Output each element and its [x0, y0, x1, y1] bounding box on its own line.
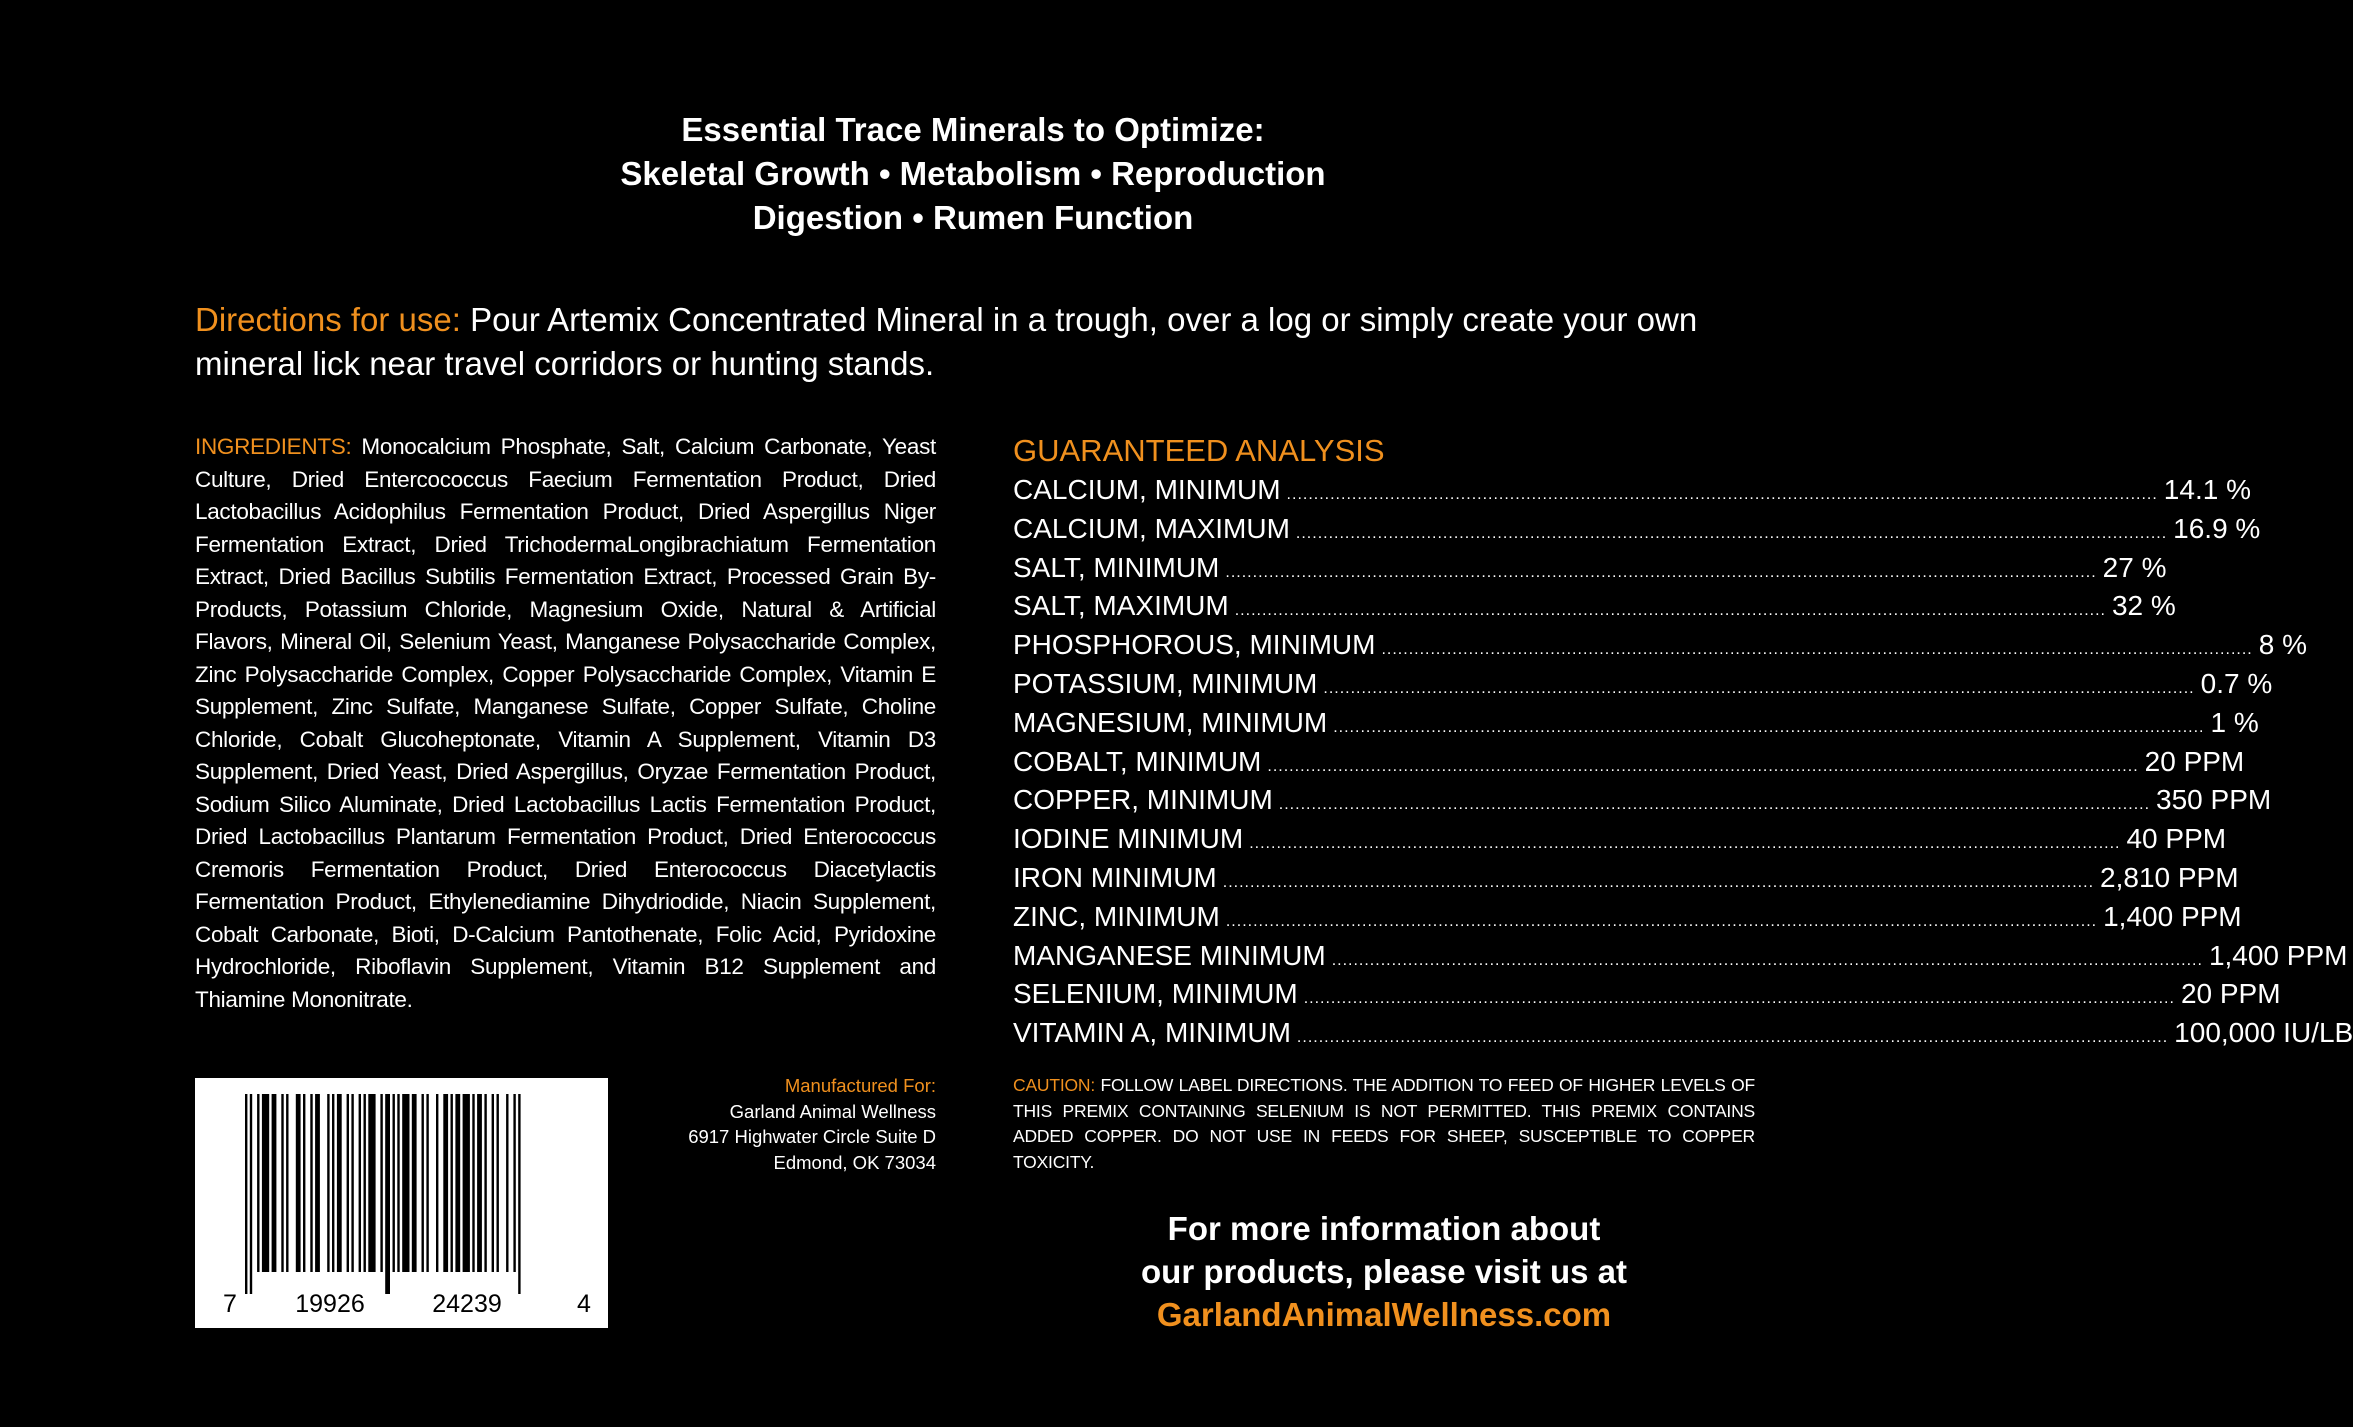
analysis-row	[1013, 549, 2167, 588]
analysis-row-value: 350 PPM	[2156, 784, 2272, 816]
barcode-group-left: 19926	[295, 1290, 365, 1318]
analysis-row-label: CALCIUM, MAXIMUM	[1013, 512, 1290, 544]
leader-dots: ................................................................................................................................................................	[1234, 602, 2106, 620]
more-info-block	[1013, 1207, 1755, 1336]
ingredients-block	[195, 431, 936, 1016]
header-headline	[0, 108, 1946, 240]
barcode-bar	[463, 1094, 470, 1272]
analysis-row-value: 0.7 %	[2200, 667, 2273, 699]
more-info-line-1: For more information about	[1167, 1210, 1601, 1247]
analysis-row	[1013, 626, 2307, 665]
barcode-bar	[385, 1094, 390, 1294]
analysis-row-value: 16.9 %	[2173, 512, 2261, 544]
manufacturer-block	[600, 1073, 936, 1175]
analysis-row	[1013, 743, 2245, 782]
analysis-row-label: ZINC, MINIMUM	[1013, 900, 1220, 932]
barcode-bar	[436, 1094, 438, 1272]
leader-dots: ................................................................................................................................................................	[1296, 1029, 2169, 1047]
analysis-row-value: 1,400 PPM	[2208, 939, 2348, 971]
barcode-bar	[484, 1094, 486, 1272]
barcode-bar	[351, 1094, 353, 1272]
barcode-bar	[426, 1094, 428, 1272]
barcode-bar	[257, 1094, 259, 1272]
analysis-title: GUARANTEED ANALYSIS	[1013, 433, 1385, 468]
analysis-row	[1013, 859, 2239, 898]
analysis-row-value: 20 PPM	[2180, 978, 2281, 1010]
manufacturer-street: 6917 Highwater Circle Suite D	[688, 1126, 936, 1147]
analysis-row-label: MANGANESE MINIMUM	[1013, 939, 1326, 971]
directions-text: Pour Artemix Concentrated Mineral in a trough, over a log or simply create your own mineral lick near travel corridors or hunting stands.	[195, 301, 1698, 382]
barcode-bar	[303, 1094, 305, 1272]
directions-label: Directions for use:	[195, 301, 461, 338]
barcode-bar	[455, 1094, 460, 1272]
barcode-bar	[262, 1094, 269, 1272]
analysis-row	[1013, 975, 2281, 1014]
barcode-bar	[492, 1094, 494, 1272]
barcode-graphic	[195, 1078, 608, 1328]
analysis-row-label: MAGNESIUM, MINIMUM	[1013, 706, 1328, 738]
analysis-rows	[1013, 471, 2353, 1053]
analysis-row-label: SALT, MINIMUM	[1013, 551, 1220, 583]
analysis-row-label: COBALT, MINIMUM	[1013, 745, 1262, 777]
barcode-bar	[368, 1094, 375, 1272]
analysis-row-value: 100,000 IU/LB	[2174, 1017, 2353, 1049]
analysis-row-label: VITAMIN A, MINIMUM	[1013, 1017, 1291, 1049]
analysis-row-value: 27 %	[2102, 551, 2167, 583]
barcode-bar	[310, 1094, 312, 1272]
header-line-2: Skeletal Growth • Metabolism • Reproduction	[620, 155, 1326, 192]
analysis-row	[1013, 937, 2348, 976]
analysis-row	[1013, 820, 2227, 859]
analysis-row	[1013, 898, 2242, 937]
barcode-bar	[402, 1094, 409, 1272]
analysis-row	[1013, 704, 2259, 743]
leader-dots: ................................................................................................................................................................	[1323, 679, 2195, 697]
header-line-1: Essential Trace Minerals to Optimize:	[681, 111, 1265, 148]
analysis-row-value: 1,400 PPM	[2103, 900, 2242, 932]
analysis-row-label: CALCIUM, MINIMUM	[1013, 474, 1281, 505]
leader-dots: ................................................................................................................................................................	[1267, 757, 2139, 775]
barcode-bar	[281, 1094, 283, 1272]
barcode-group-right: 24239	[432, 1290, 502, 1318]
barcode-bar	[380, 1094, 382, 1272]
manufacturer-city: Edmond, OK 73034	[773, 1151, 936, 1173]
manufacturer-name: Garland Animal Wellness	[729, 1100, 936, 1122]
leader-dots: ................................................................................................................................................................	[1225, 912, 2098, 930]
barcode-bar	[497, 1094, 499, 1272]
barcode-bar	[327, 1094, 329, 1272]
analysis-row-value: 20 PPM	[2144, 745, 2245, 777]
barcode-bar	[393, 1094, 395, 1272]
barcode-bar	[286, 1094, 288, 1272]
analysis-row-label: IODINE MINIMUM	[1013, 823, 1244, 855]
barcode-bar	[518, 1094, 520, 1294]
directions-block	[195, 298, 1775, 386]
barcode-bar	[337, 1094, 342, 1272]
barcode-bar	[296, 1094, 301, 1272]
barcode-bar	[250, 1094, 252, 1294]
analysis-row-value: 1 %	[2210, 706, 2259, 738]
barcode-digit-first: 7	[223, 1290, 237, 1318]
analysis-row	[1013, 781, 2272, 820]
analysis-row-label: IRON MINIMUM	[1013, 861, 1217, 893]
barcode-bar	[513, 1094, 515, 1272]
leader-dots: ................................................................................................................................................................	[1286, 486, 2158, 503]
analysis-row	[1013, 665, 2273, 704]
barcode-bar	[477, 1094, 482, 1272]
analysis-row-value: 8 %	[2258, 629, 2307, 661]
leader-dots: ................................................................................................................................................................	[1278, 796, 2151, 814]
barcode-bar	[332, 1094, 334, 1272]
leader-dots: ................................................................................................................................................................	[1249, 835, 2121, 853]
analysis-row	[1013, 471, 2251, 510]
barcode-bar	[347, 1094, 349, 1272]
manufacturer-label: Manufactured For:	[784, 1075, 936, 1096]
barcode-bar	[359, 1094, 361, 1272]
barcode-bar	[397, 1094, 399, 1272]
caution-label: CAUTION:	[1013, 1075, 1096, 1095]
barcode-bars	[245, 1094, 521, 1294]
analysis-row	[1013, 1014, 2353, 1053]
analysis-row-value: 40 PPM	[2126, 823, 2227, 855]
barcode-bar	[443, 1094, 448, 1272]
barcode-bar	[245, 1094, 247, 1294]
analysis-row-value: 32 %	[2111, 590, 2176, 622]
analysis-row-value: 14.1 %	[2163, 474, 2251, 505]
analysis-row-label: SALT, MAXIMUM	[1013, 590, 1229, 622]
barcode-bar	[472, 1094, 474, 1272]
barcode-bar	[506, 1094, 508, 1272]
barcode	[195, 1078, 608, 1328]
leader-dots: ................................................................................................................................................................	[1333, 718, 2205, 736]
analysis-row	[1013, 510, 2261, 549]
header-line-3: Digestion • Rumen Function	[752, 199, 1194, 236]
barcode-bar	[315, 1094, 320, 1272]
guaranteed-analysis	[1013, 431, 2353, 1053]
leader-dots: ................................................................................................................................................................	[1381, 641, 2253, 659]
website-link[interactable]: GarlandAnimalWellness.com	[1156, 1296, 1612, 1333]
more-info-line-2: our products, please visit us at	[1141, 1253, 1627, 1290]
leader-dots: ................................................................................................................................................................	[1222, 873, 2095, 891]
leader-dots: ................................................................................................................................................................	[1331, 951, 2203, 969]
barcode-digit-last: 4	[577, 1290, 591, 1318]
analysis-row-value: 2,810 PPM	[2100, 861, 2239, 893]
analysis-row	[1013, 587, 2176, 626]
analysis-row-label: COPPER, MINIMUM	[1013, 784, 1273, 816]
barcode-bar	[364, 1094, 366, 1272]
barcode-bar	[412, 1094, 417, 1272]
ingredients-label: INGREDIENTS:	[195, 434, 352, 459]
analysis-row-label: POTASSIUM, MINIMUM	[1013, 667, 1318, 699]
caution-block	[1013, 1073, 1755, 1175]
barcode-bar	[422, 1094, 424, 1272]
barcode-bar	[272, 1094, 277, 1272]
barcode-bar	[451, 1094, 453, 1272]
ingredients-text: Monocalcium Phosphate, Salt, Calcium Carbonate, Yeast Culture, Dried Entercococcus Faecium Fermentation Product, Dried Lactobacillus Acidophilus Fermentation Product, Dried Aspergillus Niger Fermentation Extract, Dried TrichodermaLongibrachiatum Fermentation Extract, Dried Bacillus Subtilis Fermentation Extract, Processed Grain By-Products, Potassium Chloride, Magnesium Oxide, Natural & Artificial Flavors, Mineral Oil, Selenium Yeast, Manganese Polysaccharide Complex, Zinc Polysaccharide Complex, Copper Polysaccharide Complex, Vitamin E Supplement, Zinc Sulfate, Manganese Sulfate, Copper Sulfate, Choline Chloride, Cobalt Glucoheptonate, Vitamin A Supplement, Vitamin D3 Supplement, Dried Yeast, Dried Aspergillus, Oryzae Fermentation Product, Sodium Silico Aluminate, Dried Lactobacillus Lactis Fermentation Product, Dried Lactobacillus Plantarum Fermentation Product, Dried Enterococcus Cremoris Fermentation Product, Dried Enterococcus Diacetylactis Fermentation Product, Ethylenediamine Dihydriodide, Niacin Supplement, Cobalt Carbonate, Bioti, D-Calcium Pantothenate, Folic Acid, Pyridoxine Hydrochloride, Riboflavin Supplement, Vitamin B12 Supplement and Thiamine Mononitrate.	[195, 434, 936, 1012]
leader-dots: ................................................................................................................................................................	[1295, 524, 2168, 542]
leader-dots: ................................................................................................................................................................	[1225, 563, 2097, 581]
analysis-row-label: SELENIUM, MINIMUM	[1013, 978, 1298, 1010]
analysis-row-label: PHOSPHOROUS, MINIMUM	[1013, 629, 1376, 661]
leader-dots: ................................................................................................................................................................	[1303, 990, 2175, 1008]
caution-text: FOLLOW LABEL DIRECTIONS. THE ADDITION TO FEED OF HIGHER LEVELS OF THIS PREMIX CONTAINING SELENIUM IS NOT PERMITTED. THIS PREMIX CONTAINS ADDED COPPER. DO NOT USE IN FEEDS FOR SHEEP, SUSCEPTIBLE TO COPPER TOXICITY.	[1013, 1075, 1755, 1172]
